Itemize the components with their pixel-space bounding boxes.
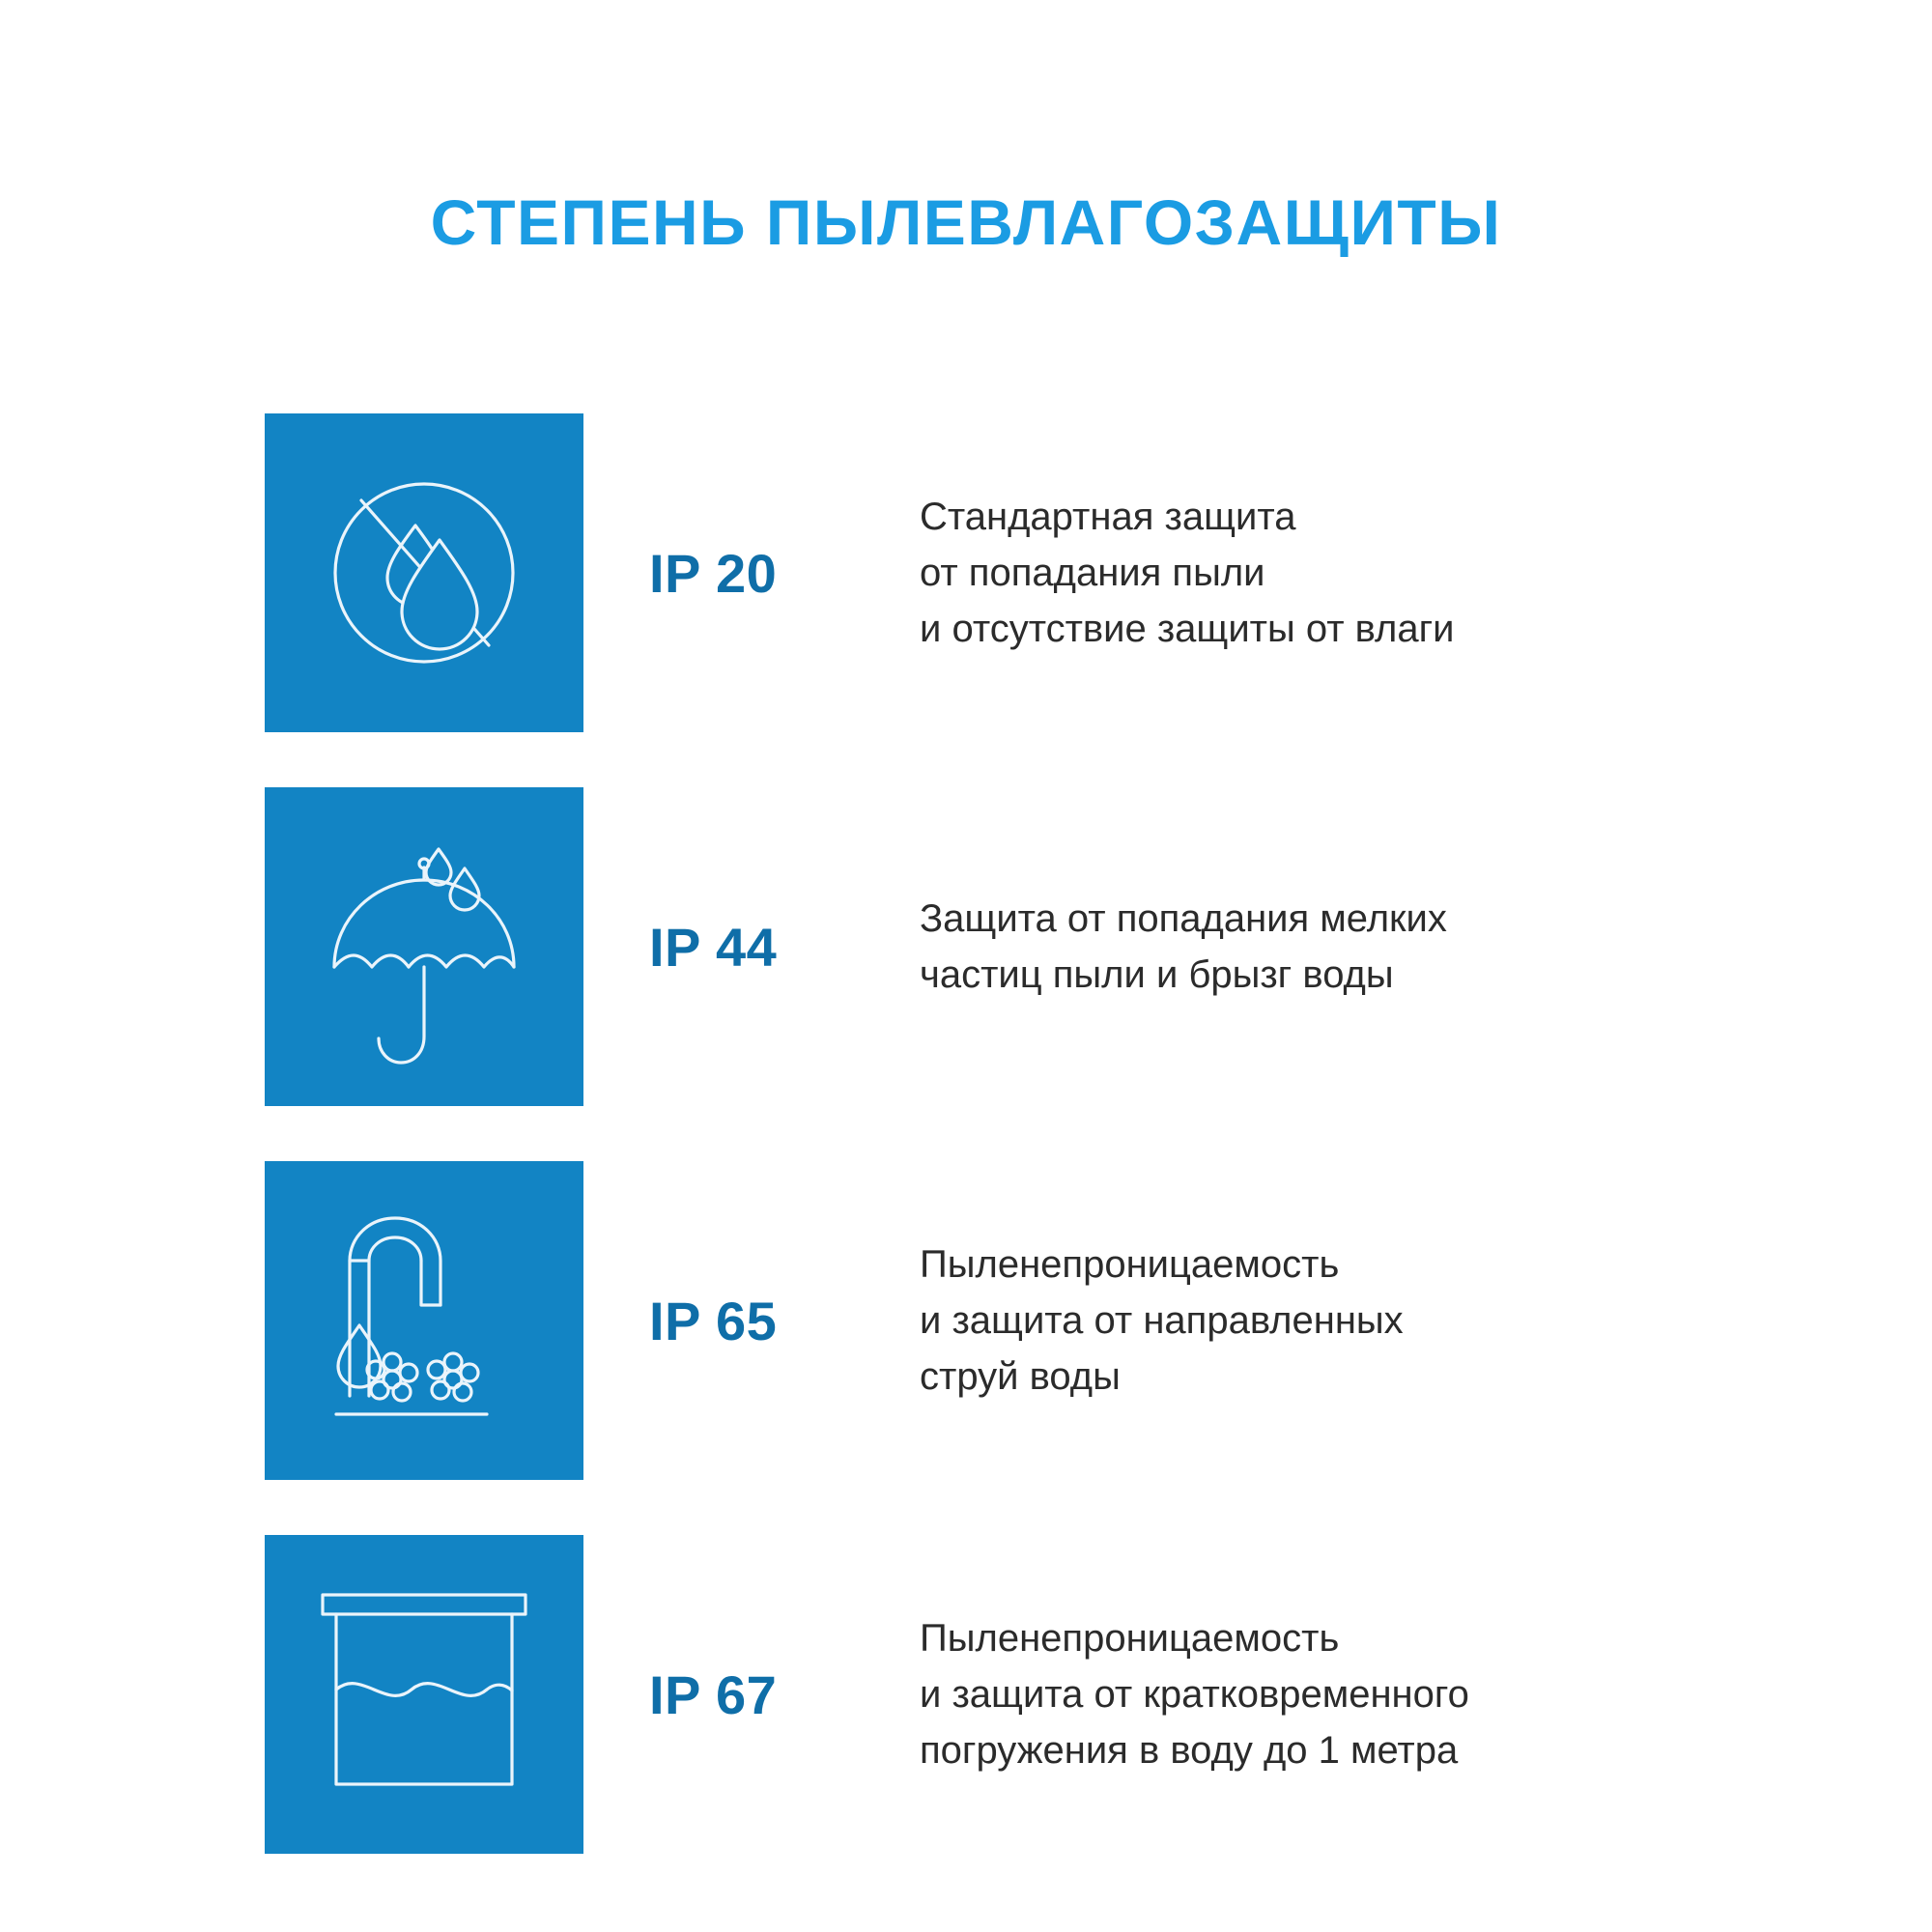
ip65-code: IP 65: [649, 1290, 778, 1351]
ip65-description: [920, 1161, 1750, 1480]
ip20-description-line-2: от попадания пыли: [920, 552, 1265, 594]
umbrella-with-raindrops-icon: [265, 787, 583, 1106]
ip65-description-line-2: и защита от направленных: [920, 1299, 1404, 1342]
ip-rating-list: [0, 413, 1932, 1909]
ip44-description-line-2: частиц пыли и брызг воды: [920, 953, 1394, 996]
container-with-water-icon: [265, 1535, 583, 1854]
water-drops-crossed-out-icon: [265, 413, 583, 732]
ip20-code: IP 20: [649, 542, 778, 604]
ip20-description: [920, 413, 1750, 732]
list-item: [0, 1535, 1932, 1883]
ip44-description: [920, 787, 1750, 1106]
water-tap-with-drop-icon: [265, 1161, 583, 1480]
ip20-description-line-1: Стандартная защита: [920, 496, 1296, 538]
ip67-description: [920, 1535, 1750, 1854]
ip67-description-line-2: и защита от кратковременного: [920, 1673, 1469, 1716]
ip65-description-line-1: Пыленепроницаемость: [920, 1243, 1340, 1286]
ip20-description-line-3: и отсутствие защиты от влаги: [920, 608, 1455, 650]
list-item: [0, 1161, 1932, 1509]
ip65-description-line-3: струй воды: [920, 1355, 1121, 1398]
ip44-description-line-1: Защита от попадания мелких: [920, 897, 1447, 940]
ip20-icon-tile: [265, 413, 583, 732]
ip67-code: IP 67: [649, 1663, 778, 1725]
ip44-code: IP 44: [649, 916, 778, 978]
ip44-icon-tile: [265, 787, 583, 1106]
ip65-icon-tile: [265, 1161, 583, 1480]
ip67-icon-tile: [265, 1535, 583, 1854]
list-item: [0, 787, 1932, 1135]
list-item: [0, 413, 1932, 761]
ip67-description-line-3: погружения в воду до 1 метра: [920, 1729, 1459, 1772]
ip67-description-line-1: Пыленепроницаемость: [920, 1617, 1340, 1660]
page-title: СТЕПЕНЬ ПЫЛЕВЛАГОЗАЩИТЫ: [430, 186, 1502, 258]
